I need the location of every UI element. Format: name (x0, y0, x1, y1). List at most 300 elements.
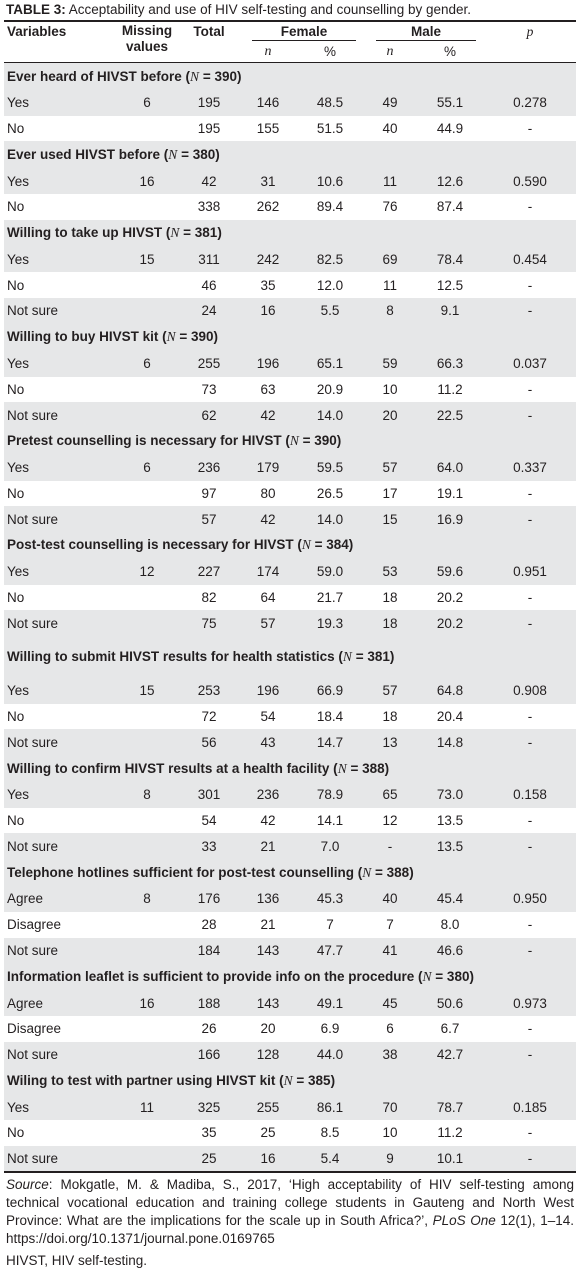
section-header (4, 859, 576, 886)
cell-total: 62 (178, 402, 240, 428)
cell-f-pct: 44.0 (296, 1042, 364, 1068)
cell-f-n: 242 (240, 247, 296, 273)
cell-missing (116, 506, 178, 532)
section-title-text: Willing to buy HIVST kit ( (7, 329, 167, 345)
cell-f-pct: 26.5 (316, 485, 344, 501)
cell-f-n: 146 (240, 90, 296, 116)
section-title (4, 963, 576, 990)
row-label: Yes (4, 455, 116, 481)
section-n-symbol: N (337, 760, 347, 776)
cell-missing (116, 729, 178, 755)
source-text-1: : Mokgatle, M. & Madiba, S., 2017, ‘High acceptability of HIV self-testing among technical vocational education and training college students in Gauteng and North West Province: What are the implications for the scale up in South Africa?’, (6, 1177, 574, 1229)
row-label: No (7, 1125, 25, 1141)
cell-f-pct: 20.9 (316, 381, 344, 397)
section-header (4, 636, 576, 678)
row-label: No (7, 589, 25, 605)
cell-missing: 11 (116, 1094, 178, 1120)
cell-m-pct: 11.2 (437, 1125, 463, 1141)
cell-missing (116, 298, 178, 324)
cell-f-pct: 7.0 (296, 833, 364, 859)
header-male-n: n (386, 44, 394, 59)
section-header (4, 532, 576, 559)
section-n-value: = 390) (199, 68, 242, 84)
section-n-symbol: N (362, 864, 372, 880)
section-header (4, 141, 576, 168)
section-title-text: Ever used HIVST before ( (7, 146, 169, 162)
row-label: Not sure (4, 729, 116, 755)
cell-p: - (484, 833, 576, 859)
cell-m-n: 40 (382, 121, 398, 137)
cell-m-n: - (364, 833, 416, 859)
cell-f-pct: 59.5 (296, 455, 364, 481)
cell-f-n: 179 (240, 455, 296, 481)
cell-total: 35 (201, 1125, 217, 1141)
cell-m-n: 15 (364, 506, 416, 532)
cell-p: - (527, 277, 533, 293)
cell-m-n: 59 (364, 351, 416, 377)
cell-f-n: 25 (260, 1125, 276, 1141)
row-label: No (7, 485, 25, 501)
cell-f-pct: 10.6 (296, 168, 364, 194)
cell-p: 0.590 (484, 168, 576, 194)
header-female (240, 22, 364, 42)
cell-m-pct: 73.0 (416, 782, 484, 808)
cell-f-n: 16 (240, 1146, 296, 1172)
cell-f-pct: 5.4 (296, 1146, 364, 1172)
header-p: p (526, 24, 534, 39)
cell-missing (116, 585, 178, 611)
cell-p: - (527, 589, 533, 605)
row-label: Yes (4, 90, 116, 116)
row-label: Not sure (4, 1146, 116, 1172)
cell-f-pct: 78.9 (296, 782, 364, 808)
cell-m-pct: 14.8 (416, 729, 484, 755)
row-label: Yes (4, 1094, 116, 1120)
cell-total: 311 (178, 247, 240, 273)
cell-f-n: 255 (240, 1094, 296, 1120)
cell-m-pct: 45.4 (416, 886, 484, 912)
cell-total: 188 (178, 990, 240, 1016)
cell-m-pct: 78.4 (416, 247, 484, 273)
table-row (4, 678, 576, 704)
cell-missing: 16 (116, 168, 178, 194)
cell-m-n: 8 (364, 298, 416, 324)
cell-p: - (527, 917, 533, 933)
cell-f-n: 42 (240, 506, 296, 532)
section-title-text: Telephone hotlines sufficient for post-test counselling ( (7, 864, 363, 880)
source-journal: PLoS One (432, 1213, 496, 1229)
cell-total: 255 (178, 351, 240, 377)
cell-f-n: 80 (260, 485, 276, 501)
table-row (4, 116, 576, 142)
cell-m-pct: 13.5 (436, 813, 464, 829)
row-label: Disagree (7, 1021, 62, 1037)
section-n-value: = 385) (292, 1072, 336, 1088)
row-label: Not sure (4, 938, 116, 964)
cell-m-pct: 8.0 (440, 917, 460, 933)
section-n-symbol: N (170, 225, 180, 241)
cell-m-pct: 66.3 (416, 351, 484, 377)
header-male-label: Male (376, 24, 476, 41)
cell-missing: 6 (116, 351, 178, 377)
section-title (4, 755, 576, 782)
cell-m-pct: 20.4 (436, 709, 464, 725)
cell-f-n: 42 (240, 402, 296, 428)
cell-m-pct: 13.5 (416, 833, 484, 859)
cell-missing (116, 610, 178, 636)
cell-total: 253 (178, 678, 240, 704)
row-label: No (7, 277, 25, 293)
cell-m-pct: 20.2 (416, 610, 484, 636)
cell-f-n: 196 (240, 678, 296, 704)
cell-total: 42 (178, 168, 240, 194)
cell-p: - (527, 199, 533, 215)
cell-total: 28 (201, 917, 217, 933)
cell-total: 195 (178, 90, 240, 116)
table-row (4, 272, 576, 298)
cell-missing (116, 1120, 178, 1146)
cell-m-n: 70 (364, 1094, 416, 1120)
section-header (4, 63, 576, 91)
cell-m-n: 18 (364, 610, 416, 636)
section-title (4, 63, 576, 91)
row-label: Not sure (4, 298, 116, 324)
cell-f-pct: 82.5 (296, 247, 364, 273)
cell-p: 0.037 (484, 351, 576, 377)
section-title (4, 428, 576, 455)
table-row (4, 1042, 576, 1068)
cell-p: - (484, 729, 576, 755)
cell-f-pct: 19.3 (296, 610, 364, 636)
cell-missing (116, 912, 178, 938)
table-row (4, 729, 576, 755)
cell-total: 195 (197, 121, 221, 137)
cell-p: - (484, 610, 576, 636)
row-label: Yes (4, 559, 116, 585)
cell-f-pct: 49.1 (296, 990, 364, 1016)
cell-p: - (484, 298, 576, 324)
cell-p: - (527, 709, 533, 725)
cell-total: 75 (178, 610, 240, 636)
section-n-value: = 380) (431, 968, 474, 984)
table-row (4, 298, 576, 324)
row-label: Yes (4, 247, 116, 273)
cell-m-n: 6 (386, 1021, 394, 1037)
cell-f-n: 43 (240, 729, 296, 755)
data-table (4, 22, 576, 1171)
table-row (4, 886, 576, 912)
cell-m-pct: 55.1 (416, 90, 484, 116)
cell-p: 0.908 (484, 678, 576, 704)
cell-total: 57 (178, 506, 240, 532)
cell-f-pct: 47.7 (296, 938, 364, 964)
cell-f-pct: 6.9 (320, 1021, 340, 1037)
cell-missing: 6 (116, 90, 178, 116)
cell-total: 338 (197, 199, 221, 215)
section-title (4, 220, 576, 247)
cell-missing (116, 1146, 178, 1172)
cell-f-n: 136 (240, 886, 296, 912)
cell-total: 24 (178, 298, 240, 324)
table-row (4, 610, 576, 636)
cell-m-pct: 12.5 (436, 277, 464, 293)
cell-p: 0.950 (484, 886, 576, 912)
cell-m-pct: 22.5 (416, 402, 484, 428)
section-n-value: = 388) (371, 864, 414, 880)
section-n-value: = 380) (177, 146, 220, 162)
cell-total: 46 (201, 277, 217, 293)
section-title-text: Ever heard of HIVST before ( (7, 68, 191, 84)
cell-f-n: 35 (260, 277, 276, 293)
row-label: Disagree (7, 917, 62, 933)
table-body (4, 63, 576, 1172)
cell-f-n: 236 (240, 782, 296, 808)
cell-m-pct: 46.6 (416, 938, 484, 964)
section-title (4, 1067, 576, 1094)
section-n-symbol: N (168, 146, 178, 162)
cell-missing (116, 1042, 178, 1068)
cell-total: 26 (201, 1021, 217, 1037)
section-n-symbol: N (283, 1072, 293, 1088)
cell-f-pct: 5.5 (296, 298, 364, 324)
section-title (4, 532, 576, 559)
cell-f-n: 174 (240, 559, 296, 585)
cell-f-pct: 7 (326, 917, 334, 933)
cell-m-pct: 50.6 (416, 990, 484, 1016)
header-missing-line1: Missing (121, 23, 173, 38)
header-missing-line2: values (125, 39, 169, 54)
cell-f-pct: 59.0 (296, 559, 364, 585)
table-row (4, 506, 576, 532)
table-row (4, 938, 576, 964)
section-n-value: = 390) (175, 329, 219, 345)
cell-missing (116, 194, 178, 220)
cell-m-pct: 64.0 (416, 455, 484, 481)
cell-m-n: 18 (382, 709, 398, 725)
row-label: No (7, 709, 25, 725)
cell-p: 0.454 (484, 247, 576, 273)
section-title-text: Post-test counselling is necessary for HIVST ( (7, 537, 302, 553)
cell-m-n: 69 (364, 247, 416, 273)
cell-f-n: 21 (240, 833, 296, 859)
cell-f-pct: 18.4 (316, 709, 344, 725)
section-n-symbol: N (422, 968, 432, 984)
cell-missing (116, 116, 178, 142)
cell-m-n: 45 (364, 990, 416, 1016)
table-row (4, 247, 576, 273)
table-row (4, 1016, 576, 1042)
cell-p: - (527, 1125, 533, 1141)
source-label: Source (6, 1177, 49, 1193)
cell-missing: 12 (116, 559, 178, 585)
cell-total: 56 (178, 729, 240, 755)
cell-m-pct: 19.1 (436, 485, 464, 501)
source-note (4, 1173, 576, 1248)
row-label: Agree (4, 990, 116, 1016)
cell-m-pct: 64.8 (416, 678, 484, 704)
cell-m-pct: 9.1 (416, 298, 484, 324)
cell-f-n: 155 (256, 121, 280, 137)
table-row (4, 90, 576, 116)
section-title-text: Willing to confirm HIVST results at a health facility ( (7, 760, 338, 776)
cell-p: - (484, 1146, 576, 1172)
row-label: Yes (4, 678, 116, 704)
cell-f-pct: 14.0 (296, 402, 364, 428)
cell-m-pct: 78.7 (416, 1094, 484, 1120)
cell-f-n: 143 (240, 990, 296, 1016)
cell-total: 97 (201, 485, 217, 501)
table-row (4, 912, 576, 938)
table-row (4, 585, 576, 611)
cell-m-n: 11 (364, 168, 416, 194)
section-n-value: = 390) (298, 433, 342, 449)
cell-m-n: 49 (364, 90, 416, 116)
table-row (4, 559, 576, 585)
cell-missing: 6 (116, 455, 178, 481)
section-title-text: Pretest counselling is necessary for HIVST ( (7, 433, 290, 449)
row-label: No (7, 121, 25, 137)
cell-m-n: 57 (364, 678, 416, 704)
section-title-text: Willing to submit HIVST results for health statistics ( (7, 649, 343, 664)
cell-p: - (484, 402, 576, 428)
cell-total: 166 (178, 1042, 240, 1068)
cell-p: 0.185 (484, 1094, 576, 1120)
cell-p: - (484, 1042, 576, 1068)
cell-p: 0.951 (484, 559, 576, 585)
cell-total: 301 (178, 782, 240, 808)
section-n-value: = 384) (310, 537, 354, 553)
cell-missing: 15 (116, 247, 178, 273)
cell-m-n: 57 (364, 455, 416, 481)
cell-f-n: 20 (260, 1021, 276, 1037)
table-row (4, 833, 576, 859)
cell-total: 25 (178, 1146, 240, 1172)
cell-f-n: 128 (240, 1042, 296, 1068)
cell-f-pct: 12.0 (316, 277, 344, 293)
cell-f-n: 57 (240, 610, 296, 636)
source-text-2: 12(1), 1–14. https://doi.org/10.1371/journal.pone.0169765 (6, 1213, 574, 1247)
cell-p: - (527, 1021, 533, 1037)
cell-missing: 15 (116, 678, 178, 704)
header-missing-values (116, 22, 178, 62)
row-label: Not sure (4, 402, 116, 428)
cell-p: - (527, 121, 533, 137)
row-label: Not sure (4, 610, 116, 636)
section-n-symbol: N (342, 649, 352, 664)
section-header (4, 963, 576, 990)
abbreviation-note: HIVST, HIV self-testing. (6, 1253, 148, 1269)
cell-missing (116, 833, 178, 859)
cell-m-n: 17 (382, 485, 398, 501)
cell-m-n: 76 (382, 199, 398, 215)
cell-missing (116, 377, 178, 403)
cell-f-pct: 66.9 (296, 678, 364, 704)
cell-m-pct: 59.6 (416, 559, 484, 585)
cell-f-pct: 51.5 (316, 121, 344, 137)
cell-m-n: 65 (364, 782, 416, 808)
row-label: Yes (4, 782, 116, 808)
cell-m-n: 41 (364, 938, 416, 964)
section-header (4, 1067, 576, 1094)
section-n-value: = 388) (346, 760, 390, 776)
cell-missing (116, 808, 178, 834)
table-row (4, 1146, 576, 1172)
cell-p: - (484, 506, 576, 532)
cell-f-pct: 8.5 (320, 1125, 340, 1141)
table-row (4, 351, 576, 377)
cell-missing (116, 272, 178, 298)
cell-m-n: 12 (382, 813, 398, 829)
cell-total: 33 (178, 833, 240, 859)
cell-m-pct: 16.9 (416, 506, 484, 532)
table-row (4, 377, 576, 403)
cell-m-n: 53 (364, 559, 416, 585)
section-title (4, 324, 576, 351)
section-title (4, 859, 576, 886)
row-label: No (7, 199, 25, 215)
table-row (4, 990, 576, 1016)
cell-p: 0.973 (484, 990, 576, 1016)
section-title (4, 636, 576, 678)
header-male-pct: % (444, 44, 457, 59)
table-row (4, 481, 576, 507)
table-row (4, 1094, 576, 1120)
cell-f-pct: 14.0 (296, 506, 364, 532)
cell-missing: 8 (116, 886, 178, 912)
cell-m-n: 18 (382, 589, 398, 605)
table-row (4, 1120, 576, 1146)
cell-f-n: 31 (240, 168, 296, 194)
cell-m-n: 40 (364, 886, 416, 912)
header-variables: Variables (7, 24, 67, 39)
header-row-1 (4, 22, 576, 42)
cell-missing (116, 938, 178, 964)
cell-m-n: 10 (382, 381, 398, 397)
table-caption (4, 2, 576, 18)
cell-m-n: 11 (382, 277, 397, 293)
row-label: Yes (4, 168, 116, 194)
row-label: No (7, 381, 25, 397)
section-n-value: = 381) (179, 225, 222, 241)
cell-p: - (484, 938, 576, 964)
caption-label: TABLE 3: (6, 2, 66, 17)
row-label: No (7, 813, 25, 829)
cell-p: 0.278 (484, 90, 576, 116)
cell-f-n: 64 (260, 589, 276, 605)
cell-m-n: 38 (364, 1042, 416, 1068)
section-title-text: Wiling to test with partner using HIVST kit ( (7, 1072, 284, 1088)
row-label: Yes (4, 351, 116, 377)
cell-missing (116, 481, 178, 507)
table-row (4, 402, 576, 428)
cell-m-n: 13 (364, 729, 416, 755)
cell-m-pct: 44.9 (436, 121, 464, 137)
cell-p: - (527, 813, 533, 829)
cell-f-pct: 21.7 (316, 589, 344, 605)
cell-f-n: 63 (260, 381, 276, 397)
header-male (364, 22, 484, 42)
cell-f-n: 21 (260, 917, 276, 933)
section-n-value: = 381) (351, 649, 395, 664)
table-figure (4, 0, 576, 1270)
section-header (4, 220, 576, 247)
section-header (4, 324, 576, 351)
cell-p: 0.337 (484, 455, 576, 481)
caption-text: Acceptability and use of HIV self-testing and counselling by gender. (65, 2, 472, 17)
cell-total: 325 (178, 1094, 240, 1120)
cell-p: - (527, 381, 533, 397)
row-label: Not sure (4, 1042, 116, 1068)
